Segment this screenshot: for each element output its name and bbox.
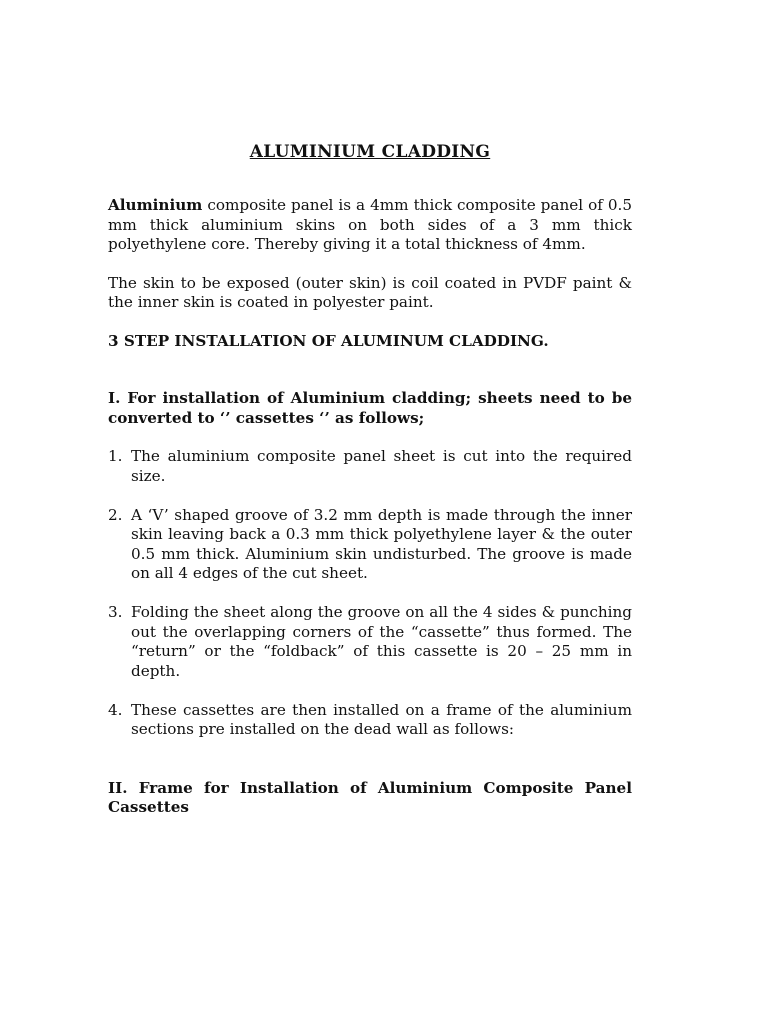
list-item-number: 2.: [108, 505, 123, 524]
intro-paragraph: [108, 196, 632, 255]
list-item-number: 4.: [108, 700, 123, 719]
skin-paragraph: The skin to be exposed (outer skin) is coil coated in PVDF paint & the inner skin is coated in polyester paint.: [108, 273, 632, 311]
list-item: [108, 506, 632, 584]
intro-bold-word: Aluminium: [108, 196, 203, 214]
list-item-text: The aluminium composite panel sheet is cut into the required size.: [131, 447, 632, 485]
section-two-heading: II. Frame for Installation of Aluminium Composite Panel Cassettes: [108, 778, 632, 816]
installation-steps-list: [108, 447, 632, 740]
list-item-number: 3.: [108, 603, 123, 621]
list-item-text: A ‘V’ shaped groove of 3.2 mm depth is made through the inner skin leaving back a 0.3 mm thick polyethylene layer & the outer 0.5 mm thick. Aluminium skin undisturbed. The groove is made on all 4 edges of the cut sheet.: [131, 505, 632, 582]
list-item-number: 1.: [108, 447, 123, 465]
installation-steps-heading: 3 STEP INSTALLATION OF ALUMINUM CLADDING.: [108, 331, 549, 350]
list-item: [108, 701, 632, 740]
list-item-text: Folding the sheet along the groove on all the 4 sides & punching out the overlapping corners of the “cassette” thus formed. The “return” or the “foldback” of this cassette is 20 – 25 mm in depth.: [131, 603, 632, 680]
section-one-heading: I. For installation of Aluminium cladding; sheets need to be converted to ‘’ cassettes ‘’ as follows;: [108, 389, 632, 427]
document-title: ALUMINIUM CLADDING: [249, 142, 491, 162]
list-item: [108, 447, 632, 486]
document-page: [108, 140, 632, 837]
list-item-text: These cassettes are then installed on a frame of the aluminium sections pre installed on the dead wall as follows:: [131, 700, 632, 738]
list-item: [108, 603, 632, 681]
intro-text: composite panel is a 4mm thick composite panel of 0.5 mm thick aluminium skins on both sides of a 3 mm thick polyethylene core. Thereby giving it a total thickness of 4mm.: [108, 196, 632, 253]
